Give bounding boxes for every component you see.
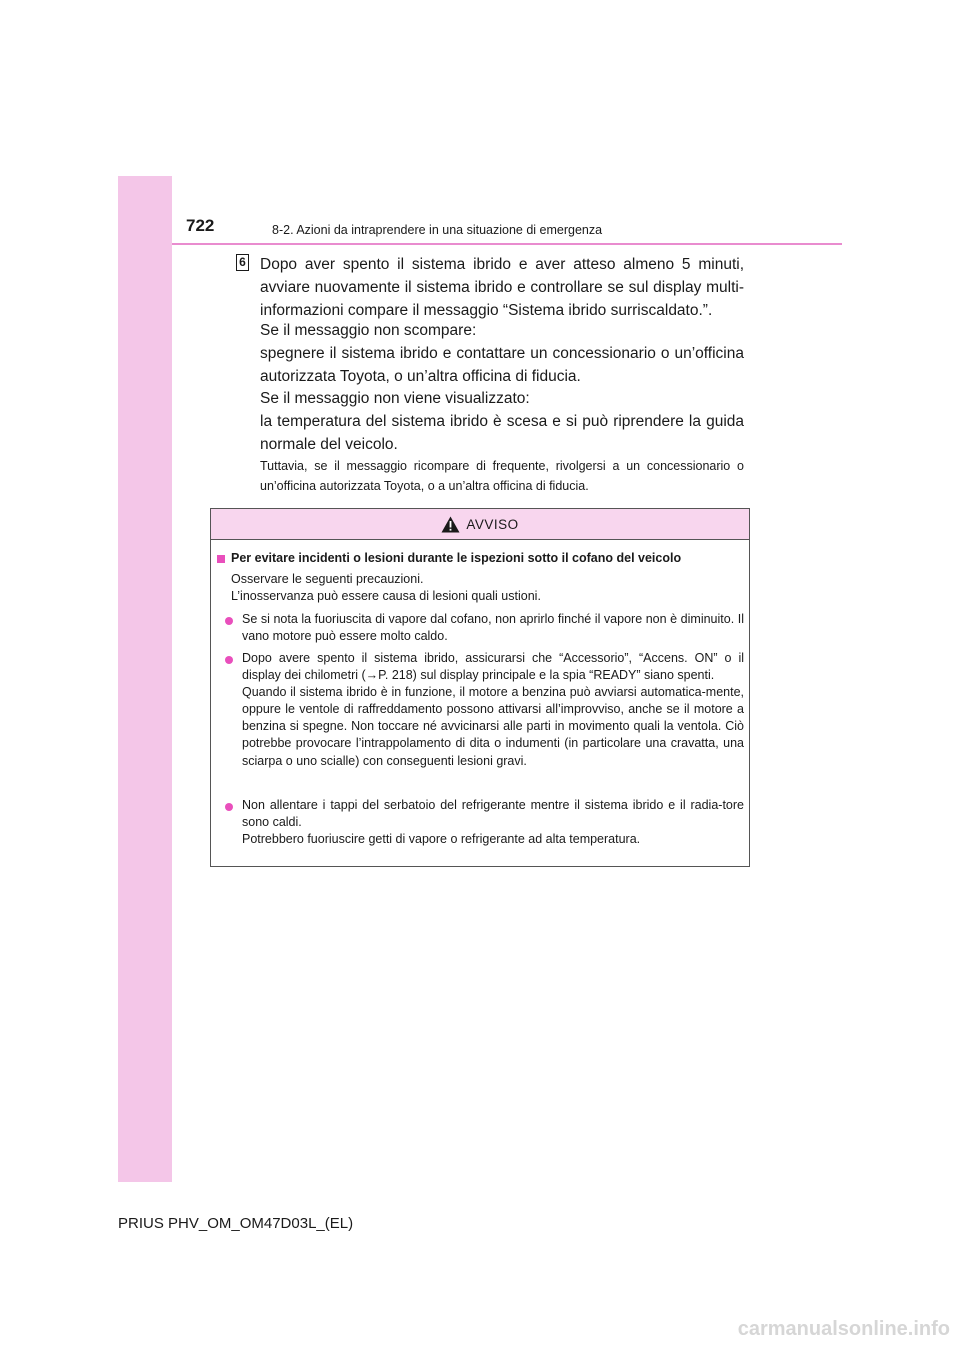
warning-item-3: Non allentare i tappi del serbatoio del refrigerante mentre il sistema ibrido e il radia-tore sono caldi. Potrebbero fuoriuscire getti di vapore o refrigerante ad alta temperatura. — [242, 798, 744, 847]
warning-heading: Per evitare incidenti o lesioni durante le ispezioni sotto il cofano del veicolo — [231, 551, 682, 565]
warning-item-2: Dopo avere spento il sistema ibrido, assicurarsi che “Accessorio”, “Accens. ON” o il display dei chilometri (→P. 218) sul display principale e la spia “READY” siano spenti. Quando il sistema ibrido è in funzione, il motore a benzina può avviarsi automatica-mente, oppure le ventole di raffreddamento possono attivarsi all’improvviso, anche se il motore a benzina si spegne. Non toccare né avvicinarsi alle parti in movimento quali la ventola. Ciò potrebbe provocare l’intrappolamento di dita o indumenti (in particolare una cravatta, una sciarpa o uno scialle) con conseguenti lesioni gravi. — [242, 651, 744, 768]
page-number: 722 — [186, 216, 215, 235]
section-title: 8-2. Azioni da intraprendere in una situazione di emergenza — [272, 223, 603, 237]
step-paragraph-3: Se il messaggio non viene visualizzato: la temperatura del sistema ibrido è scesa e si può riprendere la guida normale del veicolo. — [260, 390, 744, 453]
warning-title: AVVISO — [466, 516, 519, 532]
warning-intro: Osservare le seguenti precauzioni. L’inosservanza può essere causa di lesioni quali ustioni. — [231, 572, 541, 603]
warning-item-1: Se si nota la fuoriuscita di vapore dal cofano, non aprirlo finché il vapore non è diminuito. Il vano motore può essere molto caldo. — [242, 612, 744, 644]
step-paragraph-2: Se il messaggio non scompare: spegnere il sistema ibrido e contattare un concessionario o un’officina autorizzata Toyota, o un’altra officina di fiducia. — [260, 322, 744, 385]
bullet-dot-icon — [225, 617, 233, 625]
header-divider — [172, 243, 842, 245]
warning-box — [210, 508, 750, 867]
bullet-dot-icon — [225, 803, 233, 811]
watermark: carmanualsonline.info — [737, 1318, 950, 1340]
square-bullet-icon — [217, 555, 225, 563]
warning-header — [211, 509, 749, 540]
bullet-dot-icon — [225, 656, 233, 664]
step-note: Tuttavia, se il messaggio ricompare di frequente, rivolgersi a un concessionario o un’officina autorizzata Toyota, o a un’altra officina di fiducia. — [260, 459, 744, 493]
side-color-strip — [118, 176, 172, 1182]
step-number-badge: 6 — [236, 254, 249, 271]
warning-triangle-icon — [441, 516, 460, 533]
document-code: PRIUS PHV_OM_OM47D03L_(EL) — [118, 1215, 354, 1232]
step-paragraph-1: Dopo aver spento il sistema ibrido e aver atteso almeno 5 minuti, avviare nuovamente il sistema ibrido e controllare se sul display multi-informazioni compare il messaggio “Sistema ibrido surriscaldato.”. — [260, 256, 744, 319]
